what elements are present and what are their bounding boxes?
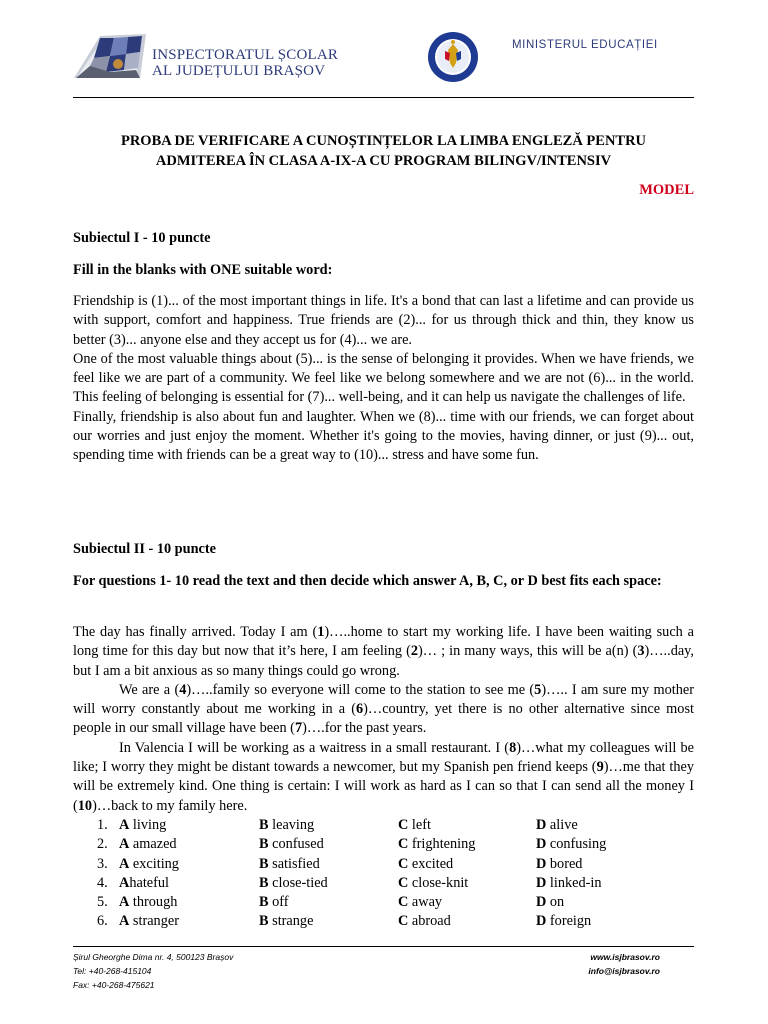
title-line1: PROBA DE VERIFICARE A CUNOȘTINȚELOR LA LIMBA ENGLEZĂ PENTRU: [120, 133, 647, 149]
footer-divider: [73, 946, 694, 947]
subject2-text: [73, 623, 694, 816]
subject1-heading: Subiectul I - 10 puncte: [73, 230, 211, 246]
footer-web: [588, 950, 660, 978]
subject1-text: [73, 292, 694, 466]
subject2-paragraph-2: We are a (4)…..family so everyone will come to the station to see me (5)….. I am sure my mother will worry constantly about me working in a (6)…country, yet there is no other alternative since most people in our small village have been (7)….for the past years.: [73, 681, 694, 737]
exam-title: [73, 131, 694, 171]
option-row: 5. A through B off C away D on: [97, 894, 565, 911]
subject1-paragraph: One of the most valuable things about (5)... is the sense of belonging it provides. When we have friends, we feel like we are part of a community. We feel like we belong somewhere and we are not (6)... in the world. This feeling of belonging is essential for (7)... well-being, and it can help us navigate the challenges of life.: [73, 350, 694, 406]
subject1-paragraph: Friendship is (1)... of the most important things in life. It's a bond that can last a lifetime and can provide us with support, comfort and happiness. True friends are (2)... for us through thick and thin, they know us better (3)... anyone else and they accept us for (4)... we are.: [73, 293, 694, 348]
option-row: 4. Ahateful B close-tied C close-knit D linked-in: [97, 874, 602, 891]
option-row: 2. A amazed B confused C frightening D confusing: [97, 836, 607, 853]
institution-name: [152, 47, 338, 79]
romanian-government-seal-icon: [427, 31, 479, 83]
subject1-instruction: Fill in the blanks with ONE suitable word:: [73, 262, 333, 278]
answer-options: [73, 816, 694, 932]
header-divider: [73, 97, 694, 98]
option-row: 1. A living B leaving C left D alive: [97, 817, 578, 833]
subject2-instruction: For questions 1- 10 read the text and then decide which answer A, B, C, or D best fits each space:: [73, 573, 662, 589]
institution-line2: AL JUDEȚULUI BRAȘOV: [152, 63, 326, 79]
footer-email[interactable]: info@isjbrasov.ro: [588, 966, 660, 976]
ministry-name: MINISTERUL EDUCAȚIEI: [512, 39, 658, 51]
title-line2: ADMITEREA ÎN CLASA A-IX-A CU PROGRAM BILINGV/INTENSIV: [155, 153, 612, 169]
footer-website[interactable]: www.isjbrasov.ro: [590, 952, 660, 962]
footer-fax: Fax: +40-268-475621: [73, 980, 155, 990]
subject1-paragraph: Finally, friendship is also about fun and laughter. When we (8)... time with our friends, we can forget about our worries and just enjoy the moment. Whether it's going to the movies, having dinner, or just (9)... out, spending time with friends can be a great way to (10)... stress and have some fun.: [73, 408, 694, 464]
option-row: 3. A exciting B satisfied C excited D bored: [97, 855, 583, 872]
subject2-paragraph-1: The day has finally arrived. Today I am (1)…..home to start my working life. I have been waiting such a long time for this day but now that it’s here, I am feeling (2)… ; in many ways, this will be a(n) (3)…..day, but I am a bit anxious as so many things could go wrong.: [73, 624, 694, 679]
institution-line1: INSPECTORATUL ȘCOLAR: [152, 47, 339, 63]
isj-brasov-logo-icon: [70, 26, 150, 82]
option-row: 6. A stranger B strange C abroad D foreign: [97, 913, 592, 930]
letterhead: [0, 0, 768, 100]
footer-tel: Tel: +40-268-415104: [73, 966, 152, 976]
footer-address: Șirul Gheorghe Dima nr. 4, 500123 Brașov: [73, 952, 234, 962]
footer-contact: [73, 950, 233, 992]
model-label: MODEL: [639, 182, 694, 198]
subject2-paragraph-3: In Valencia I will be working as a waitress in a small restaurant. I (8)…what my colleagues will be like; I worry they might be distant towards a newcomer, but my Spanish pen friend keeps (9)…me that they will be extremely kind. One thing is certain: I will work as hard as I can so that I can send all the money I (10)…back to my family here.: [73, 739, 694, 814]
subject2-heading: Subiectul II - 10 puncte: [73, 541, 216, 557]
